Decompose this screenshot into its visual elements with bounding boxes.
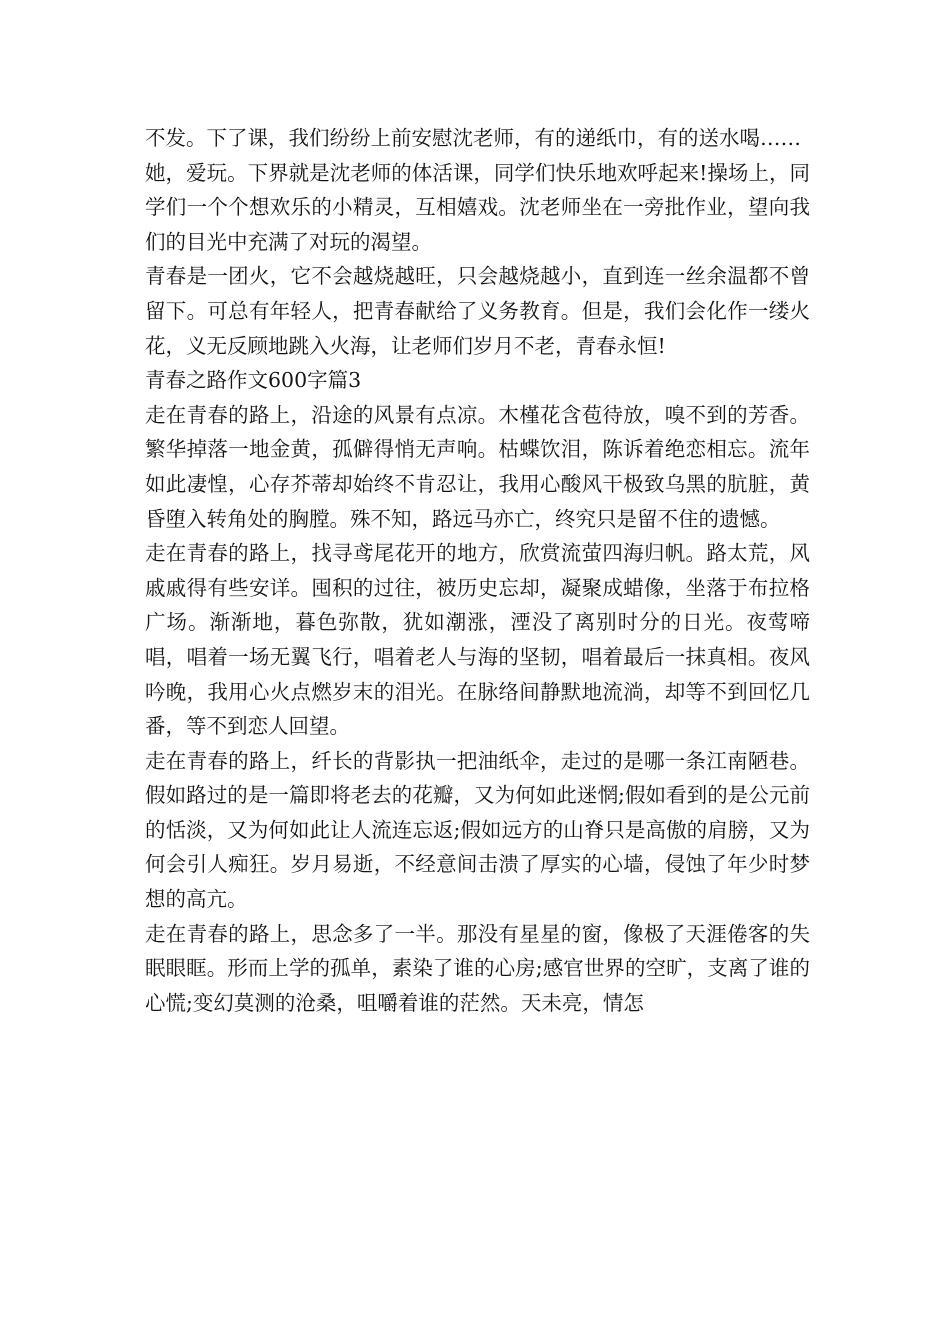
paragraph-2: 她，爱玩。下界就是沈老师的体活课，同学们快乐地欢呼起来!操场上，同学们一个个想欢乐的小精灵，互相嬉戏。沈老师坐在一旁批作业，望向我们的目光中充满了对玩的渴望。 — [145, 160, 810, 254]
paragraph-7: 走在青春的路上，思念多了一半。那没有星星的窗，像极了天涯倦客的失眠眼眶。形而上学的孤单，素染了谁的心房;感官世界的空旷，支离了谁的心慌;变幻莫测的沧桑，咀嚼着谁的茫然。天未亮，情怎 — [145, 921, 810, 1015]
paragraph-3: 青春是一团火，它不会越烧越旺，只会越烧越小，直到连一丝余温都不曾留下。可总有年轻人，把青春献给了义务教育。但是，我们会化作一缕火花，义无反顾地跳入火海，让老师们岁月不老，青春永恒! — [145, 264, 810, 358]
paragraph-6: 走在青春的路上，纤长的背影执一把油纸伞，走过的是哪一条江南陋巷。假如路过的是一篇即将老去的花瓣，又为何如此迷惘;假如看到的是公元前的恬淡，又为何如此让人流连忘返;假如远方的山脊只是高傲的肩膀，又为何会引人痴狂。岁月易逝，不经意间击溃了厚实的心墙，侵蚀了年少时梦想的高亢。 — [145, 748, 810, 912]
document-page — [145, 121, 810, 1020]
paragraph-5: 走在青春的路上，找寻鸢尾花开的地方，欣赏流萤四海归帆。路太荒，风戚戚得有些安详。囤积的过往，被历史忘却，凝聚成蜡像，坐落于布拉格广场。渐渐地，暮色弥散，犹如潮涨，湮没了离别时分的日光。夜莺啼唱，唱着一场无翼飞行，唱着老人与海的坚韧，唱着最后一抹真相。夜风吟晚，我用心火点燃岁末的泪光。在脉络间静默地流淌，却等不到回忆几番，等不到恋人回望。 — [145, 541, 810, 739]
paragraph-1: 不发。下了课，我们纷纷上前安慰沈老师，有的递纸巾，有的送水喝…… — [145, 126, 801, 150]
paragraph-4: 走在青春的路上，沿途的风景有点凉。木槿花含苞待放，嗅不到的芳香。繁华掉落一地金黄，孤僻得悄无声响。枯蝶饮泪，陈诉着绝恋相忘。流年如此凄惶，心存芥蒂却始终不肯忍让，我用心酸风干极致乌黑的肮脏，黄昏堕入转角处的胸膛。殊不知，路远马亦亡，终究只是留不住的遗憾。 — [145, 402, 810, 531]
section-heading: 青春之路作文600字篇3 — [145, 368, 362, 393]
